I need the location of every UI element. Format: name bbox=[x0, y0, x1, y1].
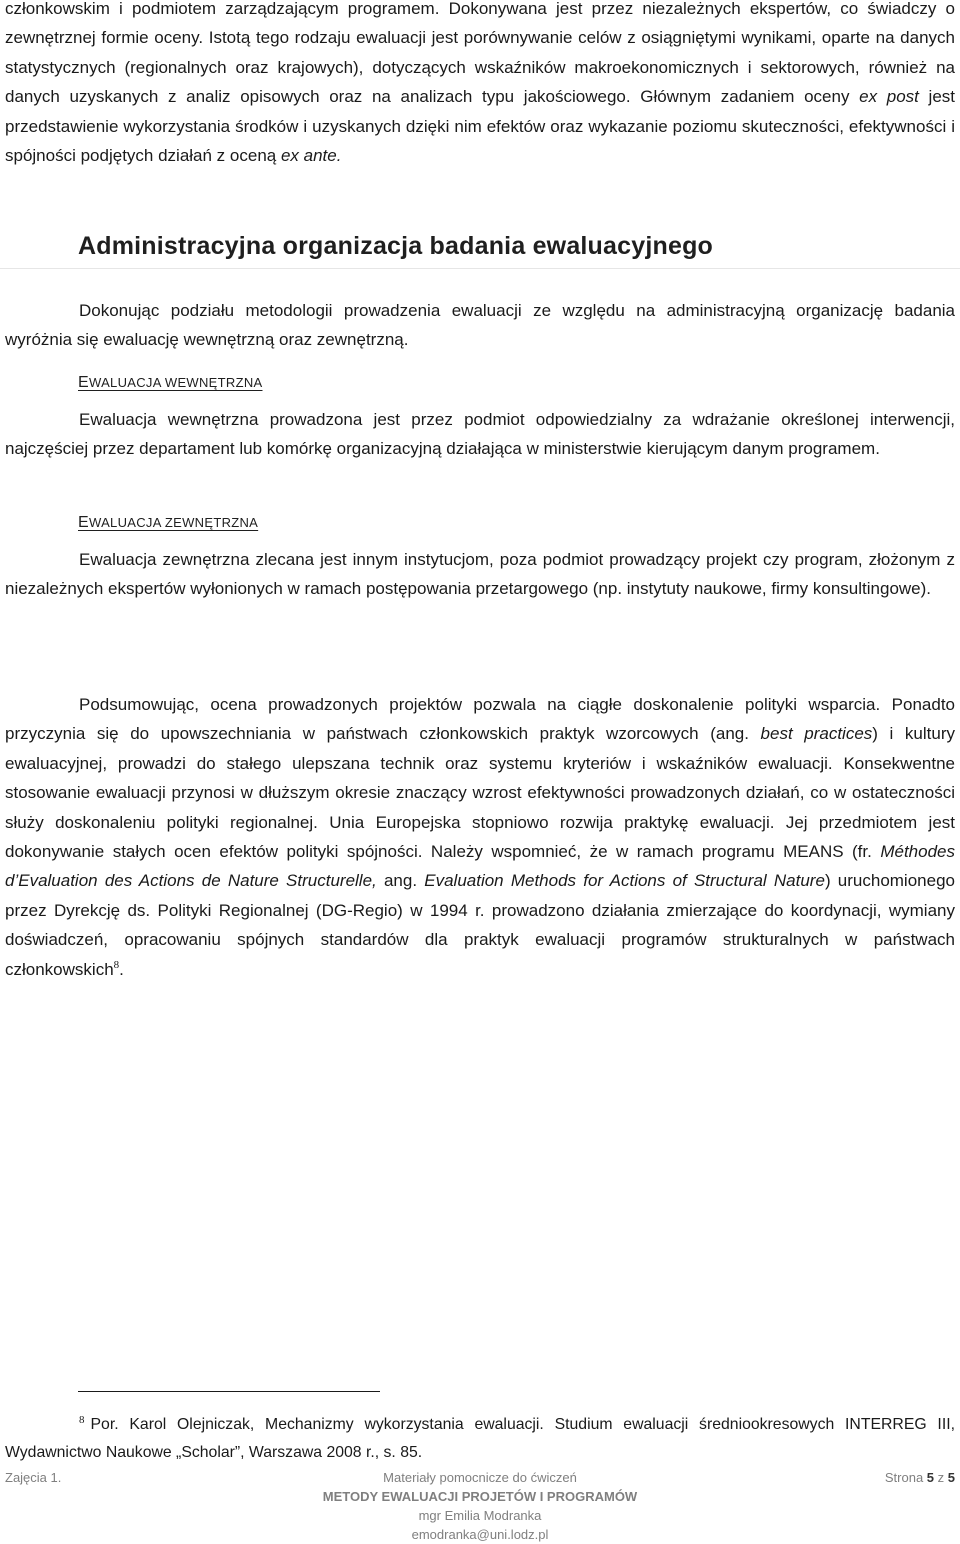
section-heading: Administracyjna organizacja badania ewaluacyjnego bbox=[78, 232, 714, 260]
page-footer bbox=[5, 1468, 955, 1544]
external-paragraph bbox=[5, 545, 955, 604]
summary-text-2: ) i kultury ewaluacyjnej, prowadzi do stałego ulepszana technik oraz systemu kryteriów i wskaźników ewaluacji. Konsekwentne stosowanie ewaluacji przynosi w dłuższym okresie znaczący wzrost efektywności prowadzonych działań, co w ostateczności służy doskonaleniu polityki regionalnej. Unia Europejska stopniowo rozwija praktykę ewaluacji. Jej przedmiotem jest dokonywanie stałych ocen efektów polityki spójności. Należy wspomnieć, że w ramach programu MEANS (fr. bbox=[5, 724, 955, 862]
footnote-text: Por. Karol Olejniczak, Mechanizmy wykorzystania ewaluacji. Studium ewaluacji średniookresowych INTERREG III, Wydawnictwo Naukowe „Scholar”, Warszawa 2008 r., s. 85. bbox=[5, 1416, 955, 1461]
subheading-external-rest: WALUACJA ZEWNĘTRZNA bbox=[88, 515, 259, 530]
summary-text-3: ang. bbox=[376, 871, 425, 891]
footer-page-number bbox=[885, 1468, 955, 1487]
summary-paragraph bbox=[5, 690, 955, 984]
footer-class-label: Zajęcia 1. bbox=[5, 1470, 62, 1485]
footer-page-mid: z bbox=[934, 1470, 948, 1485]
term-means-en: Evaluation Methods for Actions of Structural Nature bbox=[424, 871, 825, 891]
subheading-internal bbox=[78, 371, 263, 395]
footnote bbox=[5, 1411, 955, 1467]
footer-page-prefix: Strona bbox=[884, 1470, 927, 1485]
continuation-text-1: członkowskim i podmiotem zarządzającym programem. Dokonywana jest przez niezależnych ekspertów, co świadczy o zewnętrznej formie oceny. Istotą tego rodzaju ewaluacji jest porównywanie celów z osiągniętymi wynikami, oparte na danych statystycznych (regionalnych oraz krajowych), dotyczących wskaźników makroekonomicznych i sektorowych, również na danych uzyskanych z analiz opisowych oraz na analizach typu jakościowego. Głównym zadaniem oceny bbox=[5, 0, 955, 107]
footer-course-name: METODY EWALUACJI PROJETÓW I PROGRAMÓW bbox=[322, 1489, 638, 1504]
footer-email[interactable]: emodranka@uni.lodz.pl bbox=[411, 1527, 549, 1542]
continuation-text-2: jest przedstawienie wykorzystania środków i uzyskanych dzięki nim efektów oraz wykazanie poziomu skuteczności, efektywności i spójności podjętych działań z oceną bbox=[5, 87, 956, 166]
term-ex-ante: ex ante. bbox=[280, 146, 342, 166]
internal-text: Ewaluacja wewnętrzna prowadzona jest przez podmiot odpowiedzialny za wdrażanie określonej interwencji, najczęściej przez departament lub komórkę organizacyjną działająca w ministerstwie kierującym danym programem. bbox=[5, 410, 955, 459]
subheading-external-first: E bbox=[78, 514, 89, 531]
footer-current-page: 5 bbox=[926, 1470, 935, 1485]
summary-end: . bbox=[119, 959, 124, 979]
term-means-fr: Méthodes d’Evaluation des Actions de Nature Structurelle, bbox=[5, 842, 955, 891]
external-text: Ewaluacja zewnętrzna zlecana jest innym instytucjom, poza podmiot prowadzący projekt czy program, złożonym z niezależnych ekspertów wyłonionych w ramach postępowania przetargowego (np. instytuty naukowe, firmy konsultingowe). bbox=[5, 550, 955, 599]
subheading-internal-rest: WALUACJA WEWNĘTRZNA bbox=[88, 375, 263, 390]
subheading-external bbox=[78, 511, 258, 535]
footnote-number: 8 bbox=[79, 1414, 85, 1426]
footnote-separator bbox=[78, 1391, 380, 1392]
intro-paragraph bbox=[5, 296, 955, 355]
footer-title: Materiały pomocnicze do ćwiczeń bbox=[383, 1470, 577, 1485]
internal-paragraph bbox=[5, 405, 955, 464]
summary-text-4: ) uruchomionego przez Dyrekcję ds. Polityki Regionalnej (DG-Regio) w 1994 r. prowadzono działania zmierzające do koordynacji, wymiany doświadczeń, opracowaniu spójnych standardów dla praktyk ewaluacji programów strukturalnych w państwach członkowskich bbox=[5, 871, 955, 979]
continuation-paragraph bbox=[5, 0, 955, 170]
footer-total-pages: 5 bbox=[947, 1470, 955, 1485]
intro-text: Dokonując podziału metodologii prowadzenia ewaluacji ze względu na administracyjną organizację badania wyróżnia się ewaluację wewnętrzną oraz zewnętrzną. bbox=[5, 301, 955, 350]
summary-text-1: Podsumowując, ocena prowadzonych projektów pozwala na ciągłe doskonalenie polityki wsparcia. Ponadto przyczynia się do upowszechniania w państwach członkowskich praktyk wzorcowych (ang. bbox=[5, 695, 955, 744]
term-best-practices: best practices bbox=[760, 724, 873, 744]
footnote-reference[interactable]: 8 bbox=[113, 958, 120, 971]
term-ex-post: ex post bbox=[859, 87, 919, 107]
heading-divider bbox=[0, 268, 960, 269]
subheading-internal-first: E bbox=[78, 374, 89, 391]
footer-author: mgr Emilia Modranka bbox=[418, 1508, 542, 1523]
